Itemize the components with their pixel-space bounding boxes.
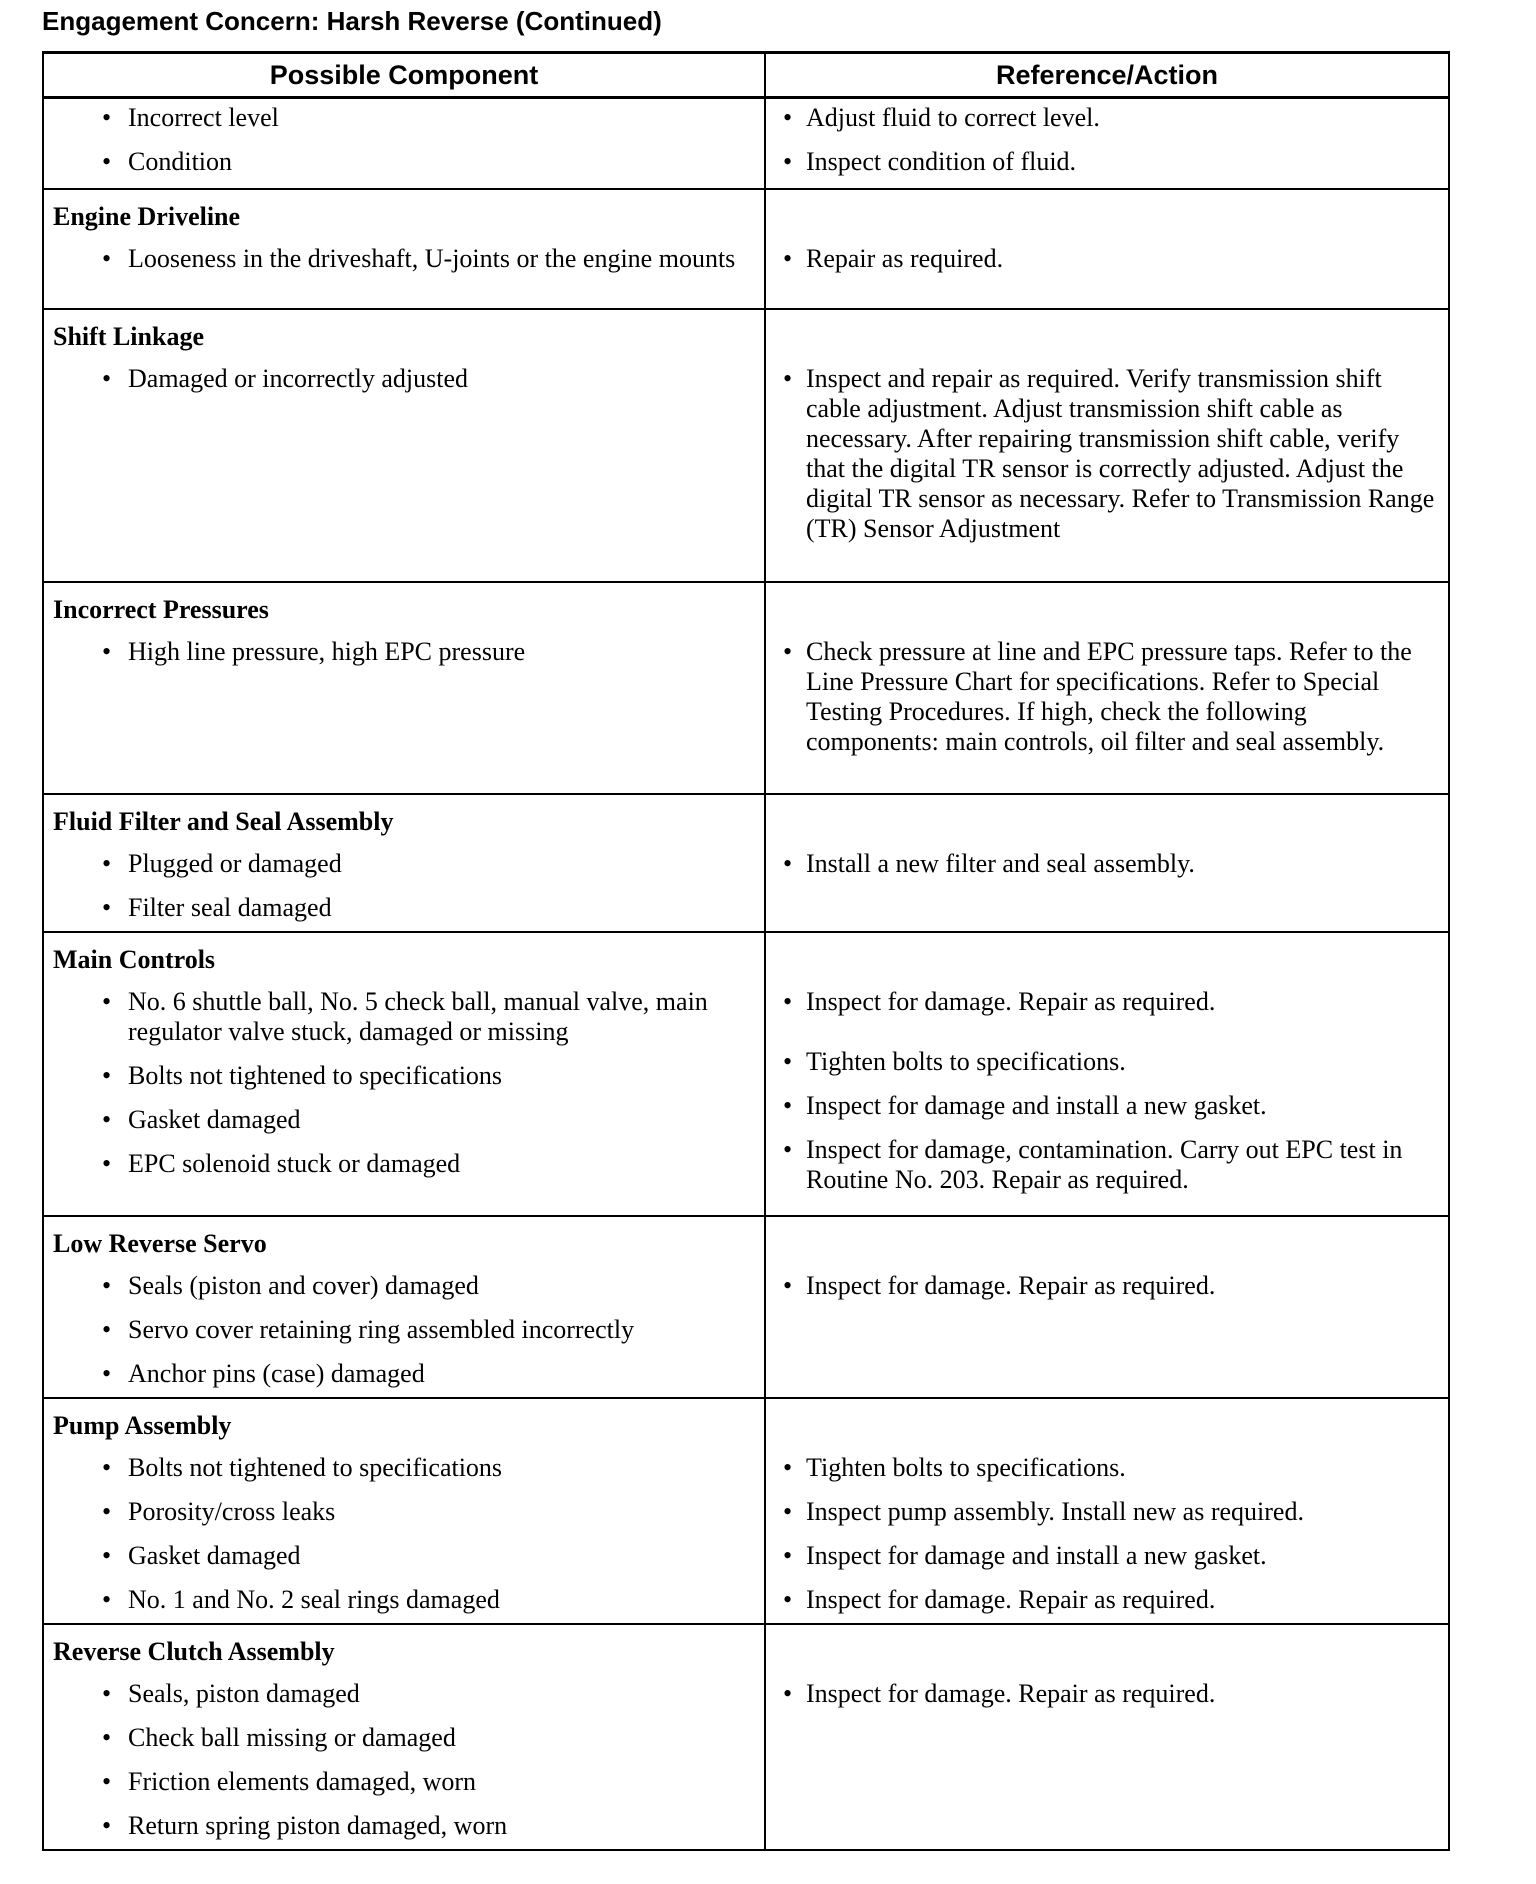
column-header-action: Reference/Action [765, 53, 1449, 98]
component-item: • Filter seal damaged [52, 893, 754, 923]
action-cell [765, 1216, 1449, 1398]
component-item: • Seals, piston damaged [52, 1679, 754, 1709]
component-item: • Friction elements damaged, worn [52, 1767, 754, 1797]
component-item: • Gasket damaged [52, 1105, 754, 1135]
action-item: • Inspect for damage. Repair as required. [774, 1585, 1438, 1615]
action-item: • Tighten bolts to specifications. [774, 1453, 1438, 1483]
section-heading: Pump Assembly [53, 1410, 232, 1440]
component-item: • Plugged or damaged [52, 849, 754, 879]
component-item: • Return spring piston damaged, worn [52, 1811, 754, 1841]
component-cell [43, 582, 765, 794]
action-cell [765, 932, 1449, 1216]
component-cell [43, 794, 765, 932]
component-item: • Condition [52, 147, 754, 177]
component-item: • EPC solenoid stuck or damaged [52, 1149, 754, 1179]
table-row [43, 1624, 1449, 1850]
component-item: • Bolts not tightened to specifications [52, 1061, 754, 1091]
component-item: • Porosity/cross leaks [52, 1497, 754, 1527]
component-item: • Gasket damaged [52, 1541, 754, 1571]
action-item: • Inspect for damage. Repair as required. [774, 987, 1438, 1017]
section-heading: Reverse Clutch Assembly [53, 1636, 335, 1666]
table-row [43, 98, 1449, 189]
action-item: • Inspect for damage. Repair as required. [774, 1271, 1438, 1301]
action-item: • Inspect pump assembly. Install new as required. [774, 1497, 1438, 1527]
component-item: • No. 1 and No. 2 seal rings damaged [52, 1585, 754, 1615]
component-cell [43, 309, 765, 582]
action-cell [765, 1624, 1449, 1850]
component-item: • No. 6 shuttle ball, No. 5 check ball, manual valve, main regulator valve stuck, damaged or missing [52, 987, 754, 1047]
action-item: • Inspect for damage. Repair as required. [774, 1679, 1438, 1709]
action-cell [765, 98, 1449, 189]
action-item: • Inspect for damage, contamination. Carry out EPC test in Routine No. 203. Repair as required. [774, 1135, 1438, 1195]
section-heading: Main Controls [53, 944, 216, 974]
action-cell [765, 582, 1449, 794]
action-item: • Adjust fluid to correct level. [774, 103, 1438, 133]
component-item: • Check ball missing or damaged [52, 1723, 754, 1753]
component-cell [43, 1398, 765, 1624]
action-cell [765, 794, 1449, 932]
table-row [43, 794, 1449, 932]
section-heading: Incorrect Pressures [53, 594, 269, 624]
section-heading: Engine Driveline [53, 201, 241, 231]
component-cell [43, 1216, 765, 1398]
table-row [43, 582, 1449, 794]
column-header-component: Possible Component [43, 53, 765, 98]
action-item: • Inspect for damage and install a new gasket. [774, 1091, 1438, 1121]
component-cell [43, 1624, 765, 1850]
table-row [43, 309, 1449, 582]
component-cell [43, 932, 765, 1216]
action-item: • Repair as required. [774, 244, 1438, 274]
action-item: • Inspect for damage and install a new gasket. [774, 1541, 1438, 1571]
table-row [43, 189, 1449, 309]
section-heading: Shift Linkage [53, 321, 204, 351]
section-heading: Fluid Filter and Seal Assembly [53, 806, 394, 836]
action-cell [765, 309, 1449, 582]
action-item: • Inspect and repair as required. Verify transmission shift cable adjustment. Adjust transmission shift cable as necessary. After repairing transmission shift cable, verify that the digital TR sensor is correctly adjusted. Adjust the digital TR sensor as necessary. Refer to Transmission Range (TR) Sensor Adjustment [774, 364, 1438, 544]
component-item: • Incorrect level [52, 103, 754, 133]
component-cell [43, 189, 765, 309]
table-row [43, 932, 1449, 1216]
table-header-row [43, 53, 1449, 98]
diagnosis-table [42, 51, 1450, 1851]
component-item: • Seals (piston and cover) damaged [52, 1271, 754, 1301]
component-item: • Looseness in the driveshaft, U-joints or the engine mounts [52, 244, 754, 274]
component-item: • Servo cover retaining ring assembled incorrectly [52, 1315, 754, 1345]
section-heading: Low Reverse Servo [53, 1228, 267, 1258]
table-row [43, 1398, 1449, 1624]
component-item: • Bolts not tightened to specifications [52, 1453, 754, 1483]
component-item: • High line pressure, high EPC pressure [52, 637, 754, 667]
action-item: • Inspect condition of fluid. [774, 147, 1438, 177]
action-cell [765, 1398, 1449, 1624]
action-item: • Check pressure at line and EPC pressure taps. Refer to the Line Pressure Chart for specifications. Refer to Special Testing Procedures. If high, check the following components: main controls, oil filter and seal assembly. [774, 637, 1438, 757]
action-item: • Install a new filter and seal assembly. [774, 849, 1438, 879]
component-item: • Damaged or incorrectly adjusted [52, 364, 754, 394]
page-title: Engagement Concern: Harsh Reverse (Continued) [42, 6, 662, 36]
component-item: • Anchor pins (case) damaged [52, 1359, 754, 1389]
action-cell [765, 189, 1449, 309]
component-cell [43, 98, 765, 189]
action-item: • Tighten bolts to specifications. [774, 1047, 1438, 1077]
table-row [43, 1216, 1449, 1398]
